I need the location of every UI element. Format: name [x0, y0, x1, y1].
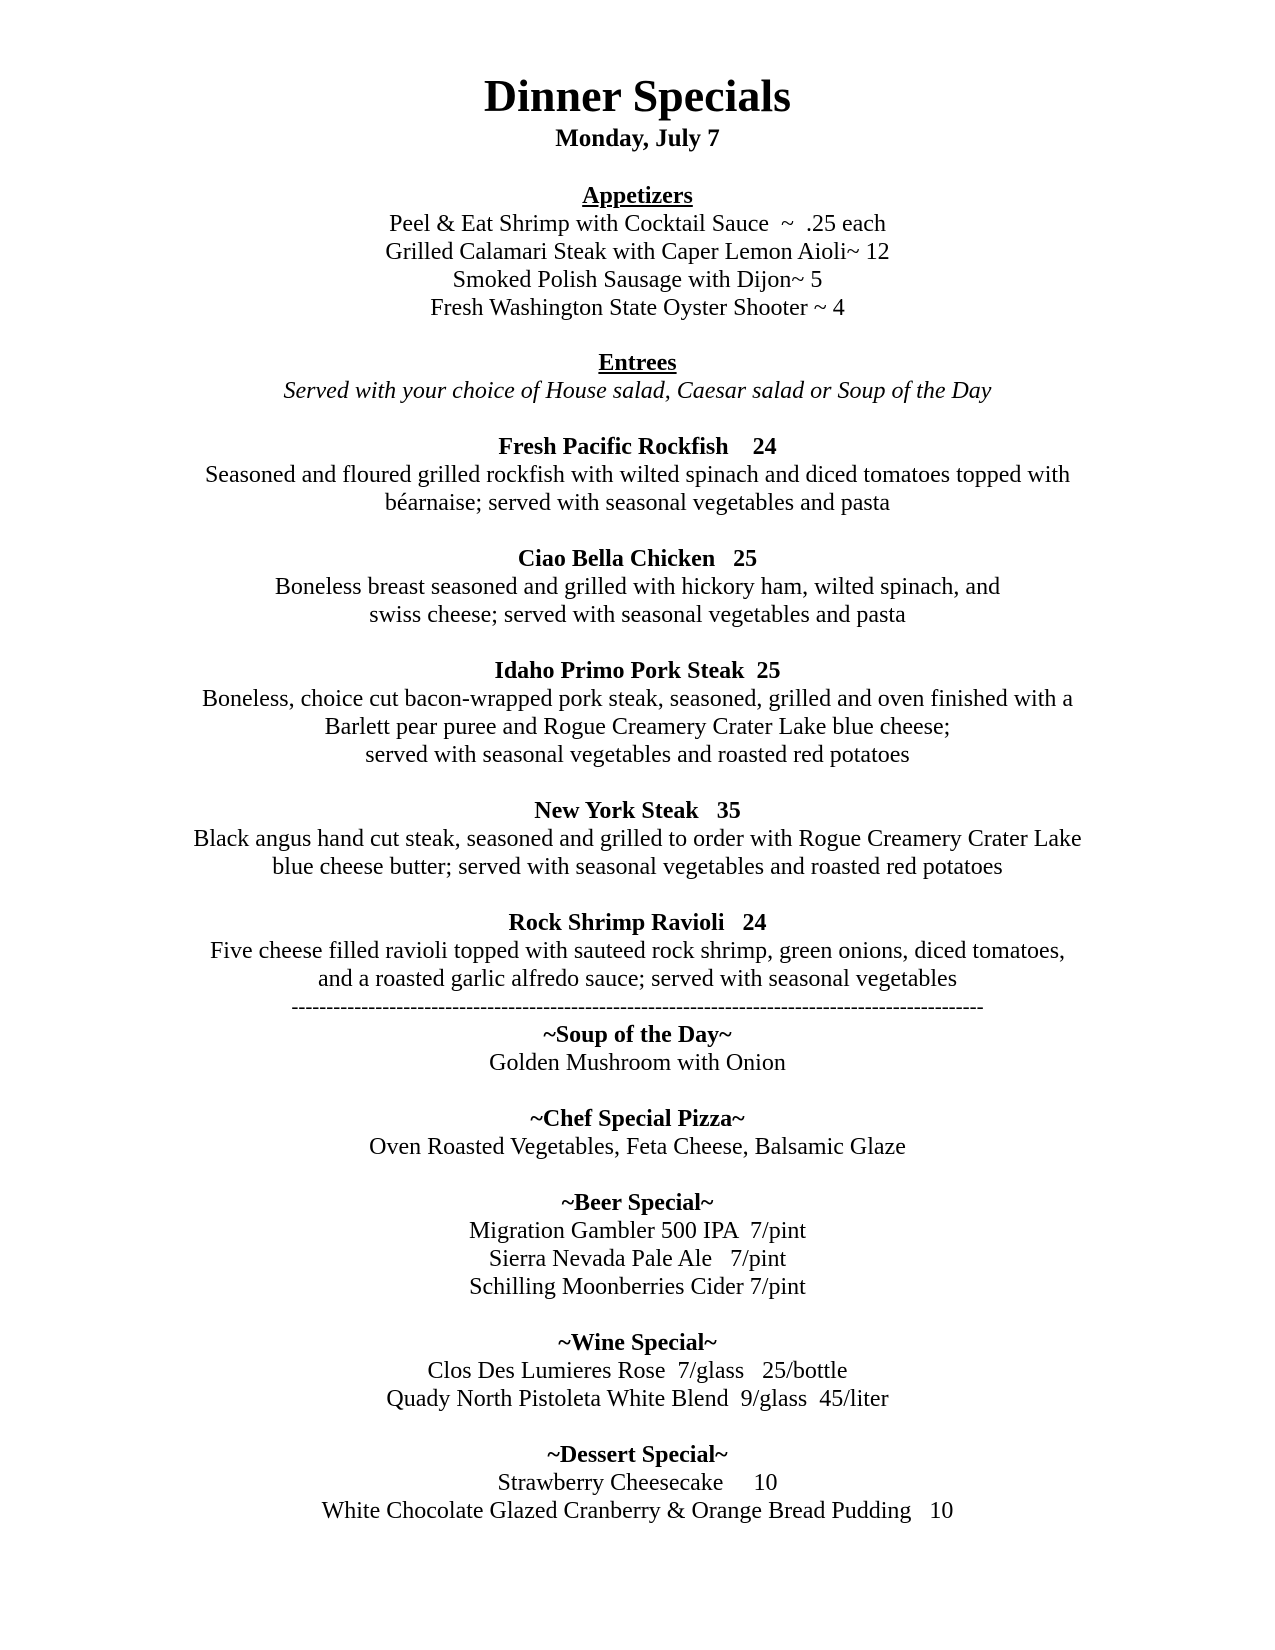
soup-heading: ~Soup of the Day~	[543, 1022, 732, 1048]
dish-description: béarnaise; served with seasonal vegetables and pasta	[384, 490, 891, 516]
pizza-item: Oven Roasted Vegetables, Feta Cheese, Balsamic Glaze	[369, 1134, 906, 1160]
dish-name: Idaho Primo Pork Steak 25	[494, 658, 781, 684]
soup-item: Golden Mushroom with Onion	[489, 1050, 786, 1076]
appetizers-heading: Appetizers	[582, 183, 693, 209]
dish-name: New York Steak 35	[534, 798, 741, 824]
appetizer-item: Smoked Polish Sausage with Dijon~ 5	[452, 267, 823, 293]
wine-item: Clos Des Lumieres Rose 7/glass 25/bottle	[427, 1358, 848, 1384]
dessert-item: White Chocolate Glazed Cranberry & Orange Bread Pudding 10	[321, 1498, 954, 1524]
entrees-heading: Entrees	[598, 350, 677, 376]
beer-item: Migration Gambler 500 IPA 7/pint	[468, 1218, 807, 1244]
appetizer-item: Fresh Washington State Oyster Shooter ~ 4	[430, 295, 845, 321]
dish-description: and a roasted garlic alfredo sauce; served with seasonal vegetables	[317, 966, 958, 992]
dish-name: Fresh Pacific Rockfish 24	[498, 434, 777, 460]
dish-description: served with seasonal vegetables and roasted red potatoes	[365, 742, 910, 768]
dessert-item: Strawberry Cheesecake 10	[497, 1470, 778, 1496]
wine-heading: ~Wine Special~	[558, 1330, 717, 1356]
section-divider: ---------------------------------------------------------------------------------------------------	[291, 994, 984, 1018]
dish-description: Boneless breast seasoned and grilled with hickory ham, wilted spinach, and	[274, 574, 1001, 600]
dish-name: Ciao Bella Chicken 25	[517, 546, 758, 572]
dish-description: Five cheese filled ravioli topped with sauteed rock shrimp, green onions, diced tomatoes,	[209, 938, 1066, 964]
dish-name: Rock Shrimp Ravioli 24	[508, 910, 767, 936]
appetizer-item: Grilled Calamari Steak with Caper Lemon Aioli~ 12	[385, 239, 890, 265]
dish-description: Black angus hand cut steak, seasoned and grilled to order with Rogue Creamery Crater Lake	[193, 826, 1082, 852]
appetizer-item: Peel & Eat Shrimp with Cocktail Sauce ~ .25 each	[389, 211, 886, 237]
menu-date: Monday, July 7	[555, 125, 720, 152]
dessert-heading: ~Dessert Special~	[547, 1442, 728, 1468]
wine-item: Quady North Pistoleta White Blend 9/glass 45/liter	[386, 1386, 889, 1412]
beer-item: Schilling Moonberries Cider 7/pint	[469, 1274, 806, 1300]
dish-description: swiss cheese; served with seasonal vegetables and pasta	[369, 602, 906, 628]
page-title: Dinner Specials	[483, 70, 792, 121]
dish-description: Seasoned and floured grilled rockfish with wilted spinach and diced tomatoes topped with	[204, 462, 1071, 488]
dish-description: Barlett pear puree and Rogue Creamery Crater Lake blue cheese;	[324, 714, 951, 740]
pizza-heading: ~Chef Special Pizza~	[530, 1106, 745, 1132]
dish-description: Boneless, choice cut bacon-wrapped pork steak, seasoned, grilled and oven finished with a	[201, 686, 1074, 712]
beer-heading: ~Beer Special~	[561, 1190, 714, 1216]
entrees-note: Served with your choice of House salad, Caesar salad or Soup of the Day	[283, 378, 992, 404]
dish-description: blue cheese butter; served with seasonal vegetables and roasted red potatoes	[272, 854, 1003, 880]
beer-item: Sierra Nevada Pale Ale 7/pint	[488, 1246, 787, 1272]
